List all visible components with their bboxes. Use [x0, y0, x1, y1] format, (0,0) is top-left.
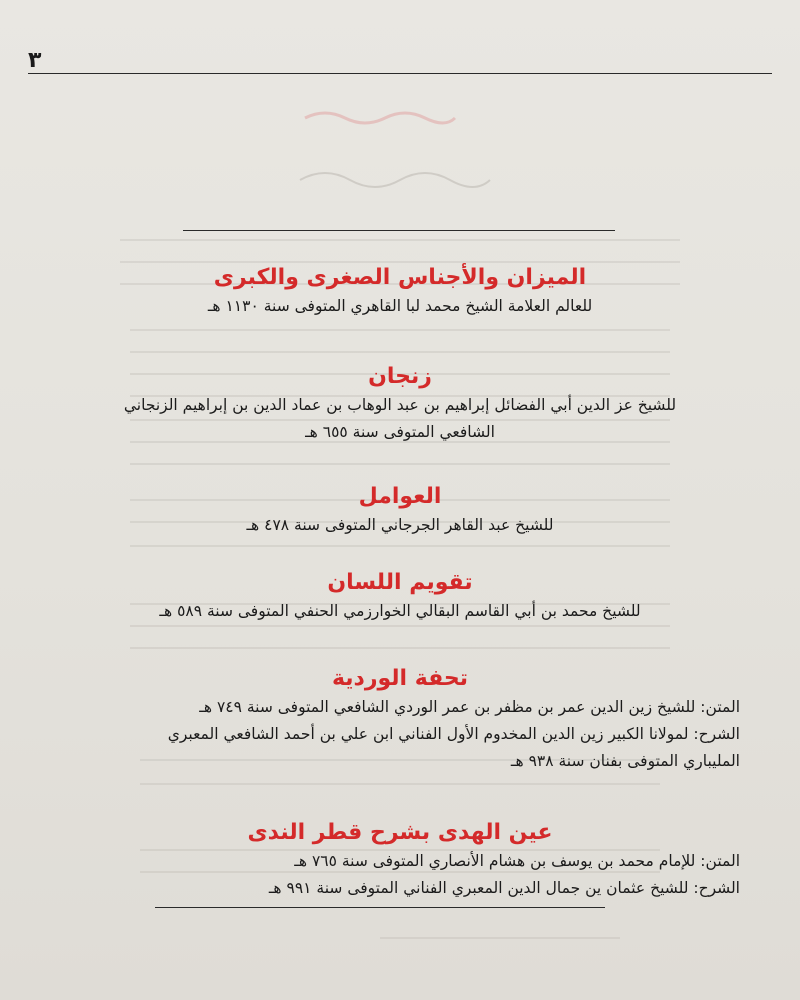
section-tuhfat-al-wardiyya	[60, 664, 740, 775]
footer-rule	[155, 907, 605, 908]
page-number: ٣	[28, 48, 42, 73]
sharh-line: الشرح: لمولانا الكبير زين الدين المخدوم الأول الفناني ابن علي بن أحمد الشافعي المعبري	[167, 725, 740, 743]
section-title-mizan: الميزان والأجناس الصغرى والكبرى	[213, 265, 587, 290]
sharh-line: الشرح: للشيخ عثمان ين جمال الدين المعبري الفناني المتوفى سنة ٩٩١ هـ	[268, 879, 740, 897]
section-taqwim-al-lisan	[60, 568, 740, 625]
section-title-awamil: العوامل	[358, 484, 442, 509]
section-author-line: للشيخ عبد القاهر الجرجاني المتوفى سنة ٤٧٨ هـ	[246, 516, 554, 534]
section-awamil	[60, 482, 740, 539]
section-author-line: للعالم العلامة الشيخ محمد لبا القاهري المتوفى سنة ١١٣٠ هـ	[207, 297, 593, 315]
section-zanjan	[60, 362, 740, 446]
section-author-line: للشيخ عز الدين أبي الفضائل إبراهيم بن عبد الوهاب بن عماد الدين بن إبراهيم الزنجاني	[123, 396, 677, 414]
section-mizan	[60, 263, 740, 320]
matn-line: المتن: للشيخ زين الدين عمر بن مظفر بن عمر الوردي الشافعي المتوفى سنة ٧٤٩ هـ	[199, 698, 740, 716]
sharh-line-continued: المليباري المتوفى بفنان سنة ٩٣٨ هـ	[510, 752, 740, 770]
section-title-ayn-al-huda: عين الهدى بشرح قطر الندى	[247, 820, 553, 845]
section-title-tuhfa: تحفة الوردية	[331, 666, 469, 691]
section-title-taqwim: تقويم اللسان	[327, 570, 473, 595]
matn-line: المتن: للإمام محمد بن يوسف بن هشام الأنصاري المتوفى سنة ٧٦٥ هـ	[294, 852, 740, 870]
section-author-line: الشافعي المتوفى سنة ٦٥٥ هـ	[305, 423, 495, 441]
section-author-line: للشيخ محمد بن أبي القاسم البقالي الخوارزمي الحنفي المتوفى سنة ٥٨٩ هـ	[159, 602, 641, 620]
section-ayn-al-huda	[60, 818, 740, 902]
section-title-zanjan: زنجان	[368, 364, 432, 389]
